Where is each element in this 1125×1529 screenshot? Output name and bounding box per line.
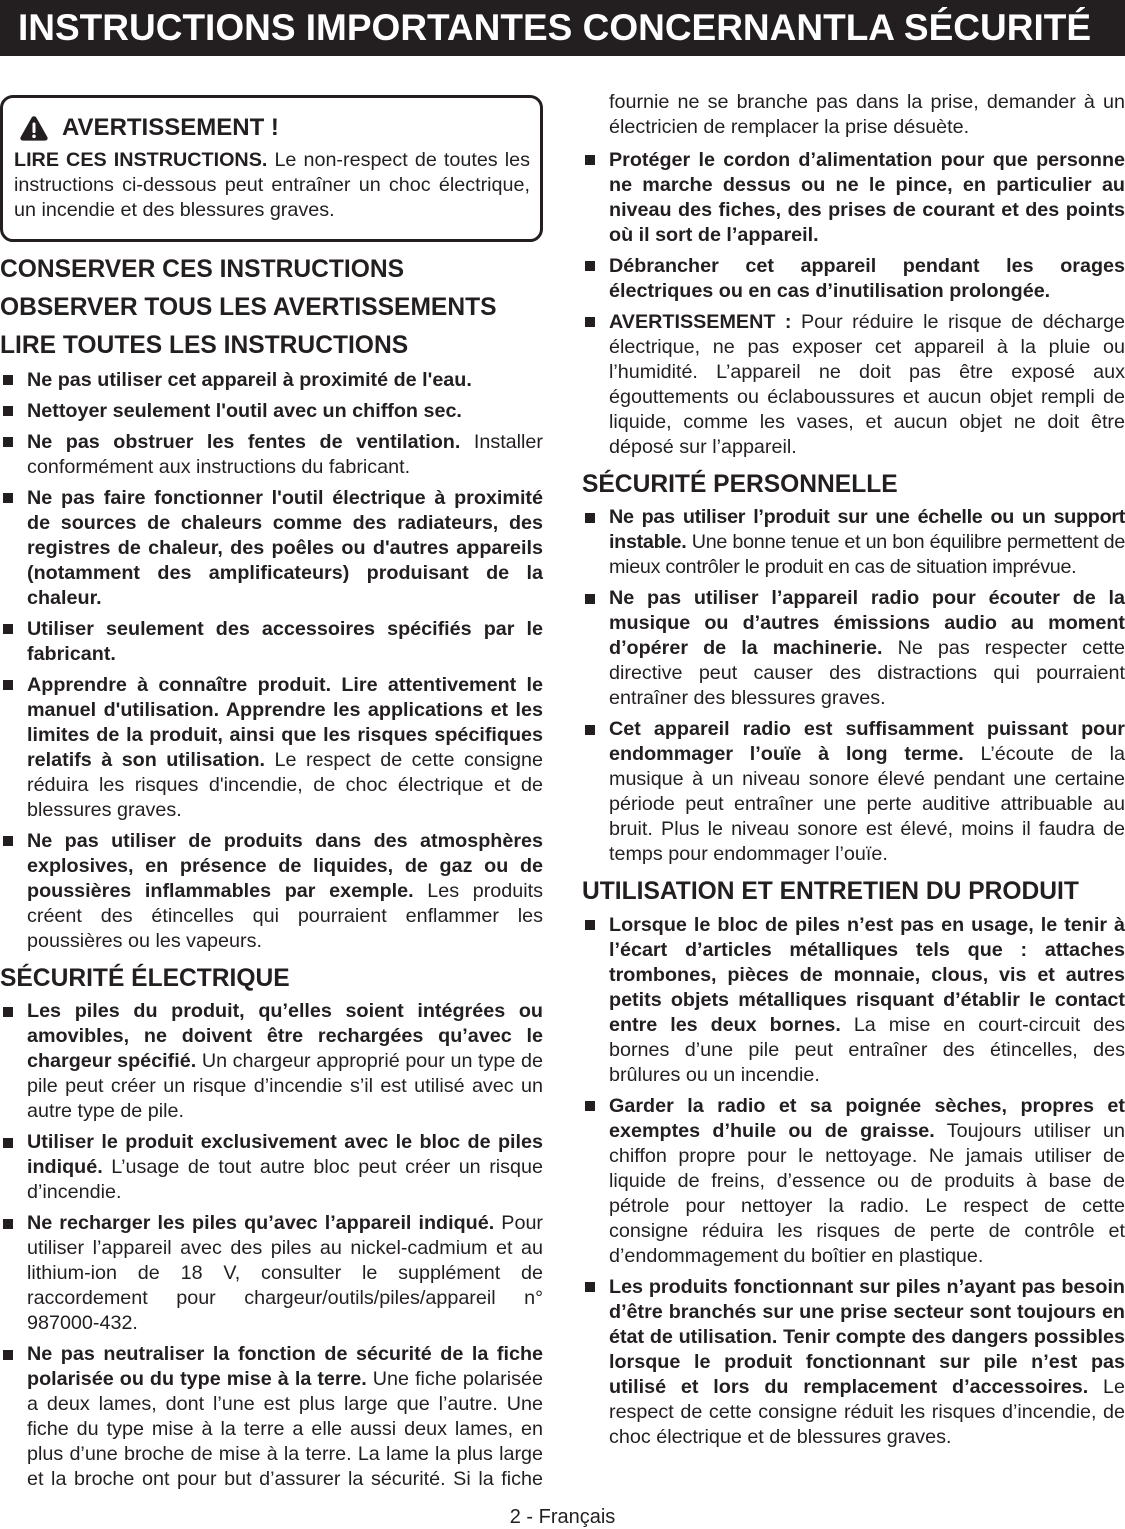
personal-safety-list: [582, 505, 1125, 867]
item-text: Une bonne tenue et un bon équilibre permettent de mieux contrôler le produit en cas de situation imprévue.: [609, 531, 1125, 578]
item-lead: Ne pas utiliser cet appareil à proximité de l'eau.: [27, 368, 472, 391]
item-text: Ne pas respecter cette directive peut causer des distractions qui pourraient entraîner des blessures graves.: [609, 637, 1125, 709]
item-lead: Ne recharger les piles qu’avec l’appareil indiqué.: [27, 1212, 495, 1234]
list-item: [582, 717, 1125, 867]
item-lead: Ne pas utiliser l’appareil radio pour écouter de la musique ou d’autres émissions audio au moment d’opérer de la machinerie.: [609, 587, 1125, 659]
item-lead: Apprendre à connaître produit. Lire attentivement le manuel d'utilisation. Apprendre les applications et les limites de la produit, ainsi que les risques spécifiques relatifs à son utilisation.: [27, 673, 543, 771]
page-footer: [0, 1505, 1125, 1529]
item-text: Les produits créent des étincelles qui pourraient enflammer les poussières ou les vapeurs.: [27, 879, 543, 952]
item-lead: AVERTISSEMENT :: [609, 310, 792, 333]
electrical-safety-list: [0, 999, 543, 1492]
item-lead: Garder la radio et sa poignée sèches, propres et exemptes d’huile ou de graisse.: [609, 1094, 1125, 1142]
item-text: Pour utiliser l’appareil avec des piles au nickel-cadmium et au lithium-ion de 18 V, consulter le supplément de raccordement pour chargeur/outils/piles/appareil n° 987000-432.: [27, 1212, 543, 1334]
warning-text: [14, 148, 530, 223]
warning-title: AVERTISSEMENT !: [62, 114, 279, 141]
item-lead: Ne pas utiliser de produits dans des atmosphères explosives, en présence de liquides, de gaz ou de poussières inflammables par exemple.: [27, 829, 543, 902]
item-lead: Ne pas obstruer les fentes de ventilation.: [27, 430, 461, 453]
list-item: [0, 673, 543, 823]
warning-triangle-icon: [20, 115, 48, 141]
item-lead: Utiliser seulement des accessoires spécifiés par le fabricant.: [27, 617, 543, 665]
item-text: L’écoute de la musique à un niveau sonore élevé pendant une certaine période peut entraîner une perte auditive attribuable au bruit. Plus le niveau sonore est élevé, moins il faudra de temps pour endommager l’ouïe.: [609, 743, 1125, 865]
heading-observe-warnings: OBSERVER TOUS LES AVERTISSEMENTS: [0, 294, 497, 321]
item-text: Pour réduire le risque de décharge électrique, ne pas exposer cet appareil à la pluie ou l’humidité. L’appareil ne doit pas être exposé aux égouttements ou éclaboussures et aucun objet rempli de liquide, comme les vases, et aucun objet ne doit être déposé sur l’appareil.: [609, 310, 1125, 458]
list-item: [0, 1130, 543, 1205]
warning-body: Le non-respect de toutes les instructions ci-dessous peut entraîner un choc électrique, un incendie et des blessures graves.: [14, 148, 530, 221]
item-lead: Ne pas utiliser l’produit sur une échelle ou un support instable.: [609, 506, 1125, 553]
list-item: [0, 486, 543, 611]
item-lead: Les produits fonctionnant sur piles n’ayant pas besoin d’être branchés sur une prise secteur sont toujours en état de utilisation. Tenir compte des dangers possibles lorsque le produit fonctionnant sur pile n’est pas utilisé et lors du remplacement d’accessoires.: [609, 1275, 1125, 1398]
list-item: [0, 1211, 543, 1336]
list-item: [0, 999, 543, 1124]
list-item: [582, 913, 1125, 1088]
list-item: [0, 399, 543, 424]
item-lead: Nettoyer seulement l'outil avec un chiffon sec.: [27, 399, 462, 422]
warning-lead: LIRE CES INSTRUCTIONS.: [14, 148, 268, 171]
item-text: Installer conformément aux instructions du fabricant.: [27, 430, 543, 478]
heading-read-instructions: LIRE TOUTES LES INSTRUCTIONS: [0, 332, 409, 359]
electrical-safety-list-continued: [582, 148, 1125, 460]
page-title: INSTRUCTIONS IMPORTANTES CONCERNANTLA SÉCURITÉ: [18, 7, 1091, 48]
item-lead: Débrancher cet appareil pendant les orages électriques ou en cas d’inutilisation prolongée.: [609, 254, 1125, 302]
list-item: [0, 1342, 543, 1492]
left-column: [0, 95, 543, 1498]
item-lead: Cet appareil radio est suffisamment puissant pour endommager l’ouïe à long terme.: [609, 718, 1125, 765]
list-item: [582, 1094, 1125, 1269]
list-item: [582, 586, 1125, 711]
item-text: La mise en court-circuit des bornes d’une pile peut entraîner des étincelles, des brûlures ou un incendie.: [609, 1013, 1125, 1086]
heading-personal-safety: SÉCURITÉ PERSONNELLE: [582, 470, 898, 498]
item-text: L’usage de tout autre bloc peut créer un risque d’incendie.: [27, 1156, 543, 1203]
item-text: Le respect de cette consigne réduit les risques d’incendie, de choc électrique et de blessures graves.: [609, 1375, 1125, 1448]
heading-product-use-care: UTILISATION ET ENTRETIEN DU PRODUIT: [582, 878, 1079, 905]
list-item: [0, 617, 543, 667]
item-lead: Ne pas neutraliser la fonction de sécurité de la fiche polarisée ou du type mise à la terre.: [27, 1343, 543, 1390]
item-text-continued: fournie ne se branche pas dans la prise, demander à un électricien de remplacer la prise désuète.: [609, 90, 1125, 138]
general-rules-list: [0, 368, 543, 954]
item-lead: Utiliser le produit exclusivement avec le bloc de piles indiqué.: [27, 1131, 543, 1178]
heading-keep-instructions: CONSERVER CES INSTRUCTIONS: [0, 256, 405, 283]
list-item: [0, 368, 543, 393]
product-use-care-list: [582, 913, 1125, 1450]
warning-box: [0, 95, 543, 242]
list-item: [582, 254, 1125, 304]
item-text: Une fiche polarisée a deux lames, dont l’une est plus large que l’autre. Une fiche du type mise à la terre a elle aussi deux lames, en plus d’une broche de mise à la terre. La lame la plus large et la broche ont pour but d’assurer la sécurité. Si la fiche: [27, 1368, 543, 1490]
item-lead: Protéger le cordon d’alimentation pour que personne ne marche dessus ou ne le pince, en particulier au niveau des fiches, des prises de courant et des points où il sort de l’appareil.: [609, 148, 1125, 246]
list-item: [582, 505, 1125, 580]
heading-electrical-safety: SÉCURITÉ ÉLECTRIQUE: [0, 964, 290, 992]
item-lead: Les piles du produit, qu’elles soient intégrées ou amovibles, ne doivent être rechargées qu’avec le chargeur spécifié.: [27, 1000, 543, 1072]
list-item: [0, 430, 543, 480]
item-text: Le respect de cette consigne réduira les risques d'incendie, de choc électrique et de blessures graves.: [27, 748, 544, 821]
header-bar: [0, 0, 1125, 56]
list-item: [582, 310, 1125, 460]
list-item: [0, 829, 543, 954]
item-text: Un chargeur approprié pour un type de pile peut créer un risque d’incendie s’il est utilisé avec un autre type de pile.: [27, 1050, 543, 1122]
item-lead: Ne pas faire fonctionner l'outil électrique à proximité de sources de chaleurs comme des radiateurs, des registres de chaleur, des poêles ou d'autres appareils (notamment des amplificateurs) produisant de la chaleur.: [27, 486, 543, 609]
page-number: 2 - Français: [509, 1506, 616, 1528]
warning-header: [14, 113, 530, 143]
list-item: [582, 1275, 1125, 1450]
item-lead: Lorsque le bloc de piles n’est pas en usage, le tenir à l’écart d’articles métalliques tels que : attaches trombones, pièces de monnaie, clous, vis et autres petits objets métalliques risquant d’établir le contact entre les deux bornes.: [609, 913, 1125, 1036]
list-item: [582, 148, 1125, 248]
right-column: [582, 90, 1125, 1456]
item-text: Toujours utiliser un chiffon propre pour le nettoyage. Ne jamais utiliser de liquide de freins, d’essence ou de produits à base de pétrole pour nettoyer la radio. Le respect de cette consigne réduira les risques de perte de contrôle et d’endommagement du boîtier en plastique.: [609, 1119, 1125, 1267]
